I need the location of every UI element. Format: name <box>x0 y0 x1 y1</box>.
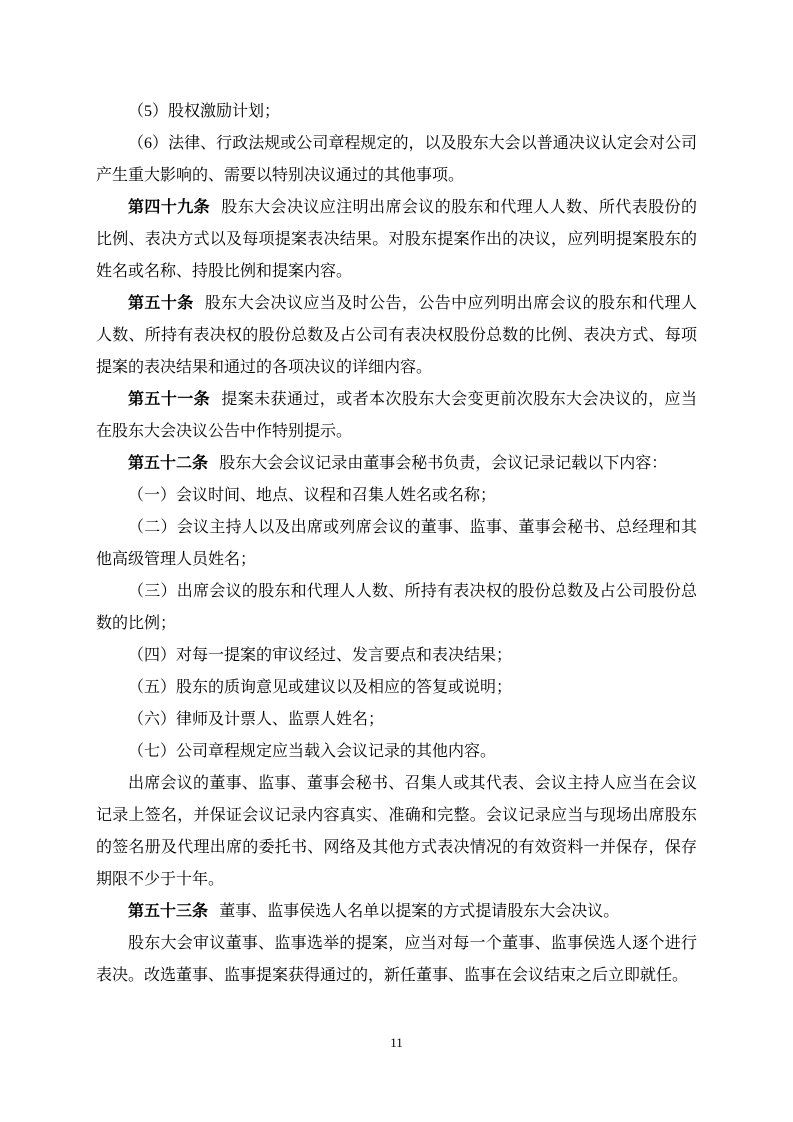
paragraph <box>96 128 697 192</box>
paragraph <box>96 672 697 704</box>
article-number: 第五十三条 <box>128 903 209 920</box>
article-number: 第五十二条 <box>128 455 209 472</box>
page-number: 11 <box>390 1035 403 1050</box>
paragraph <box>96 928 697 992</box>
paragraph <box>96 736 697 768</box>
article-number: 第四十九条 <box>128 199 211 216</box>
paragraph-text: （二）会议主持人以及出席或列席会议的董事、监事、董事会秘书、总经理和其他高级管理人员姓名； <box>96 519 697 568</box>
paragraph-text: （6）法律、行政法规或公司章程规定的，以及股东大会以普通决议认定会对公司产生重大影响的、需要以特别决议通过的其他事项。 <box>96 135 697 184</box>
paragraph <box>96 288 697 384</box>
paragraph-text: （四）对每一提案的审议经过、发言要点和表决结果； <box>128 647 513 664</box>
paragraph <box>96 192 697 288</box>
paragraph-text: 股东大会决议应当及时公告，公告中应列明出席会议的股东和代理人人数、所持有表决权的股份总数及占公司有表决权股份总数的比例、表决方式、每项提案的表决结果和通过的各项决议的详细内容。 <box>96 295 697 376</box>
paragraph <box>96 96 697 128</box>
paragraph <box>96 896 697 928</box>
paragraph-text: （五）股东的质询意见或建议以及相应的答复或说明； <box>128 679 513 696</box>
paragraph-text: （三）出席会议的股东和代理人人数、所持有表决权的股份总数及占公司股份总数的比例； <box>96 583 697 632</box>
paragraph <box>96 512 697 576</box>
article-number: 第五十条 <box>128 295 194 312</box>
paragraph-text: （5）股权激励计划； <box>128 103 281 120</box>
paragraph <box>96 576 697 640</box>
paragraph-text: 股东大会审议董事、监事选举的提案，应当对每一个董事、监事侯选人逐个进行表决。改选董事、监事提案获得通过的，新任董事、监事在会议结束之后立即就任。 <box>96 935 697 984</box>
paragraph <box>96 384 697 448</box>
document-body <box>96 96 697 992</box>
paragraph <box>96 704 697 736</box>
article-number: 第五十一条 <box>128 391 211 408</box>
paragraph-text: （六）律师及计票人、监票人姓名； <box>128 711 385 728</box>
paragraph-text: 提案未获通过，或者本次股东大会变更前次股东大会决议的，应当在股东大会决议公告中作特别提示。 <box>96 391 697 440</box>
paragraph-text: 股东大会会议记录由董事会秘书负责，会议记录记载以下内容： <box>219 455 668 472</box>
paragraph-text: 董事、监事侯选人名单以提案的方式提请股东大会决议。 <box>219 903 620 920</box>
paragraph-text: 出席会议的董事、监事、董事会秘书、召集人或其代表、会议主持人应当在会议记录上签名，并保证会议记录内容真实、准确和完整。会议记录应当与现场出席股东的签名册及代理出席的委托书、网络及其他方式表决情况的有效资料一并保存，保存期限不少于十年。 <box>96 775 697 888</box>
paragraph-text: 股东大会决议应注明出席会议的股东和代理人人数、所代表股份的比例、表决方式以及每项提案表决结果。对股东提案作出的决议，应列明提案股东的姓名或名称、持股比例和提案内容。 <box>96 199 697 280</box>
paragraph-text: （一）会议时间、地点、议程和召集人姓名或名称； <box>128 487 497 504</box>
paragraph-text: （七）公司章程规定应当载入会议记录的其他内容。 <box>128 743 497 760</box>
paragraph <box>96 448 697 480</box>
paragraph <box>96 768 697 896</box>
paragraph <box>96 480 697 512</box>
paragraph <box>96 640 697 672</box>
